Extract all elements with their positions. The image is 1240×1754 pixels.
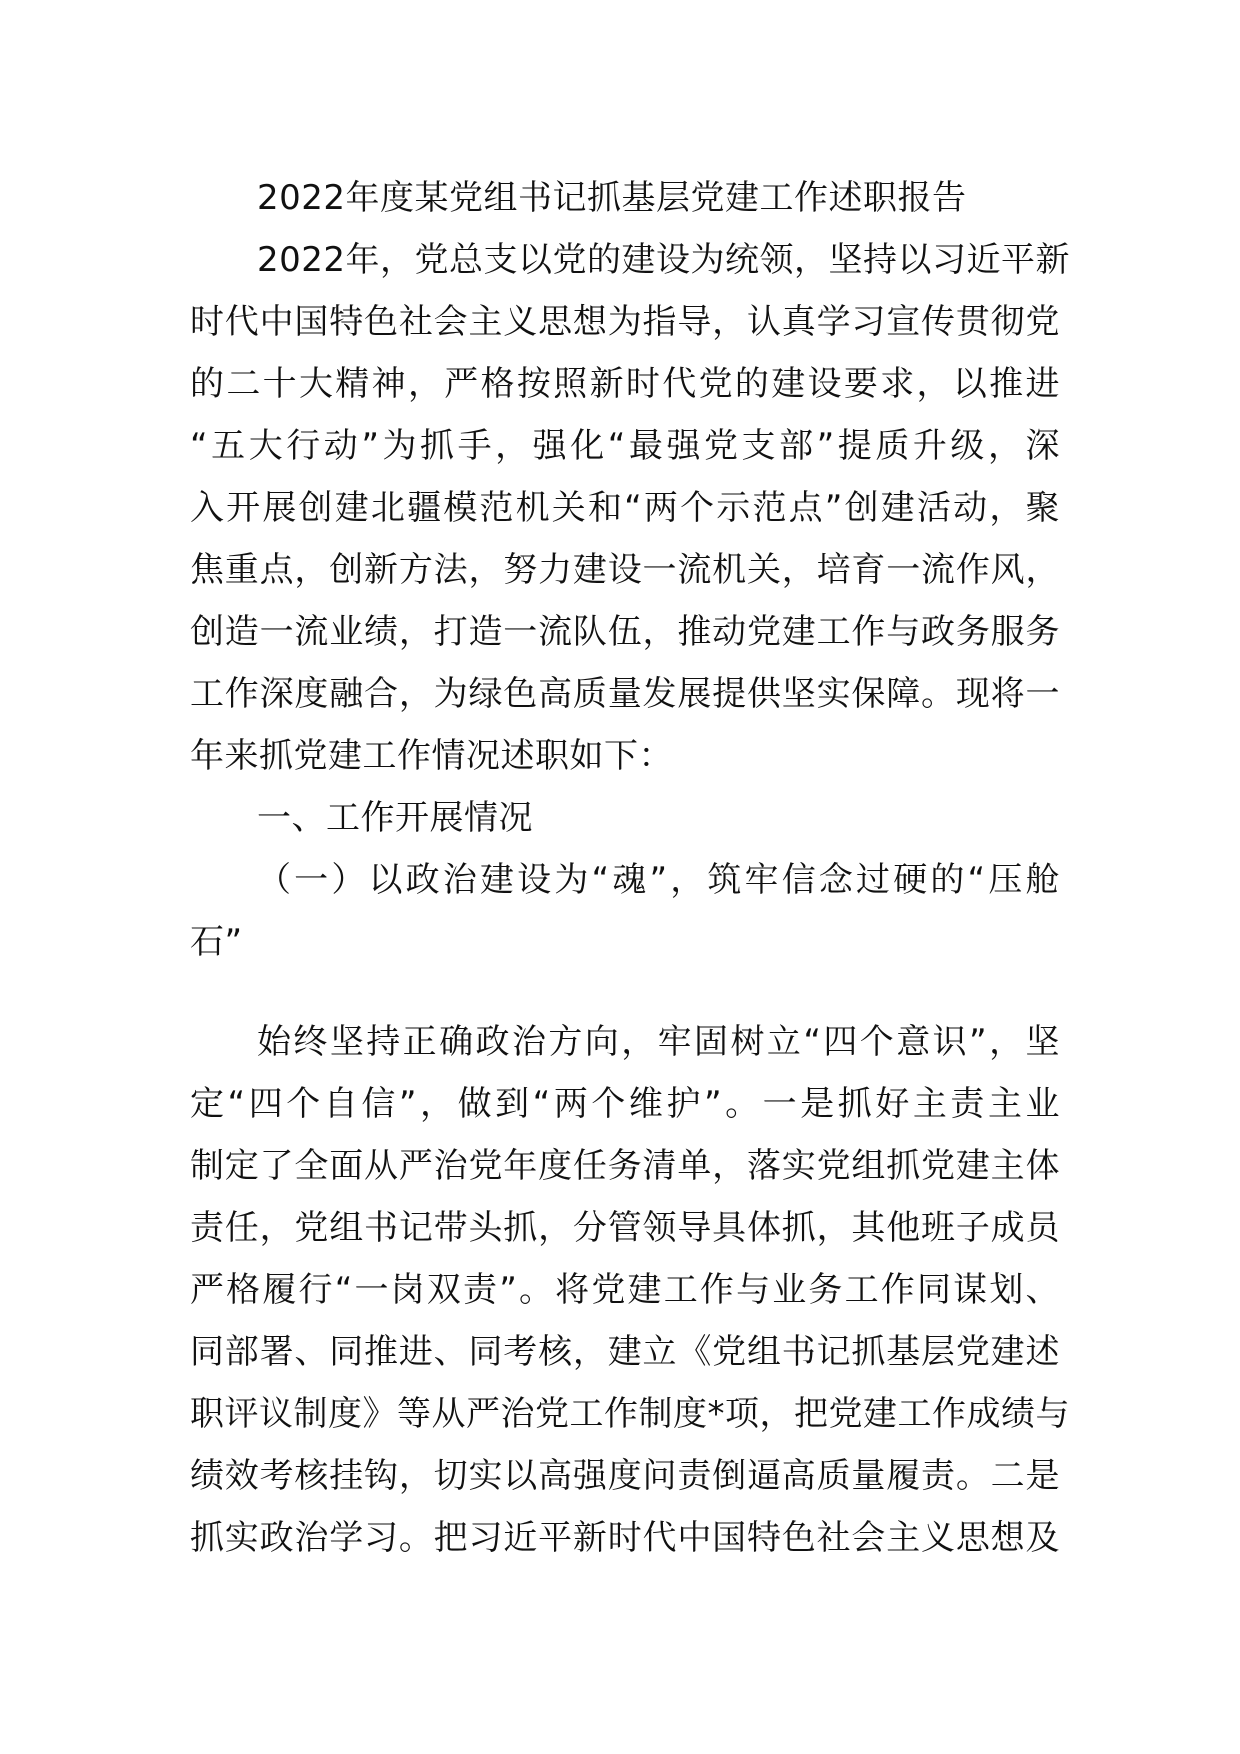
body-line: 焦重点，创新方法，努力建设一流机关，培育一流作风， — [190, 550, 1060, 590]
body-line: 的二十大精神，严格按照新时代党的建设要求，以推进 — [190, 364, 1060, 404]
body-line: 始终坚持正确政治方向，牢固树立“四个意识”，坚 — [257, 1022, 1060, 1062]
body-line: 责任，党组书记带头抓，分管领导具体抓，其他班子成员 — [190, 1208, 1060, 1248]
document-title: 2022年度某党组书记抓基层党建工作述职报告 — [257, 178, 967, 218]
body-line: 创造一流业绩，打造一流队伍，推动党建工作与政务服务 — [190, 612, 1060, 652]
body-line: 定“四个自信”，做到“两个维护”。一是抓好主责主业 — [190, 1084, 1060, 1124]
body-line: 制定了全面从严治党年度任务清单，落实党组抓党建主体 — [190, 1146, 1060, 1186]
body-line: 绩效考核挂钩，切实以高强度问责倒逼高质量履责。二是 — [190, 1456, 1060, 1496]
body-line: 职评议制度》等从严治党工作制度*项，把党建工作成绩与 — [190, 1394, 1070, 1434]
body-line: 时代中国特色社会主义思想为指导，认真学习宣传贯彻党 — [190, 302, 1060, 342]
section-heading: 一、工作开展情况 — [257, 798, 533, 838]
body-line: 抓实政治学习。把习近平新时代中国特色社会主义思想及 — [190, 1518, 1060, 1558]
body-line: “五大行动”为抓手，强化“最强党支部”提质升级，深 — [190, 426, 1060, 466]
body-line: 入开展创建北疆模范机关和“两个示范点”创建活动，聚 — [190, 488, 1060, 528]
body-line: 年来抓党建工作情况述职如下： — [190, 736, 673, 776]
body-line: 同部署、同推进、同考核，建立《党组书记抓基层党建述 — [190, 1332, 1060, 1372]
subsection-heading: （一）以政治建设为“魂”，筑牢信念过硬的“压舱 — [257, 860, 1060, 900]
subsection-heading-cont: 石” — [190, 922, 243, 962]
body-line: 2022年，党总支以党的建设为统领，坚持以习近平新 — [257, 240, 1071, 280]
body-line: 严格履行“一岗双责”。将党建工作与业务工作同谋划、 — [190, 1270, 1060, 1310]
body-line: 工作深度融合，为绿色高质量发展提供坚实保障。现将一 — [190, 674, 1060, 714]
